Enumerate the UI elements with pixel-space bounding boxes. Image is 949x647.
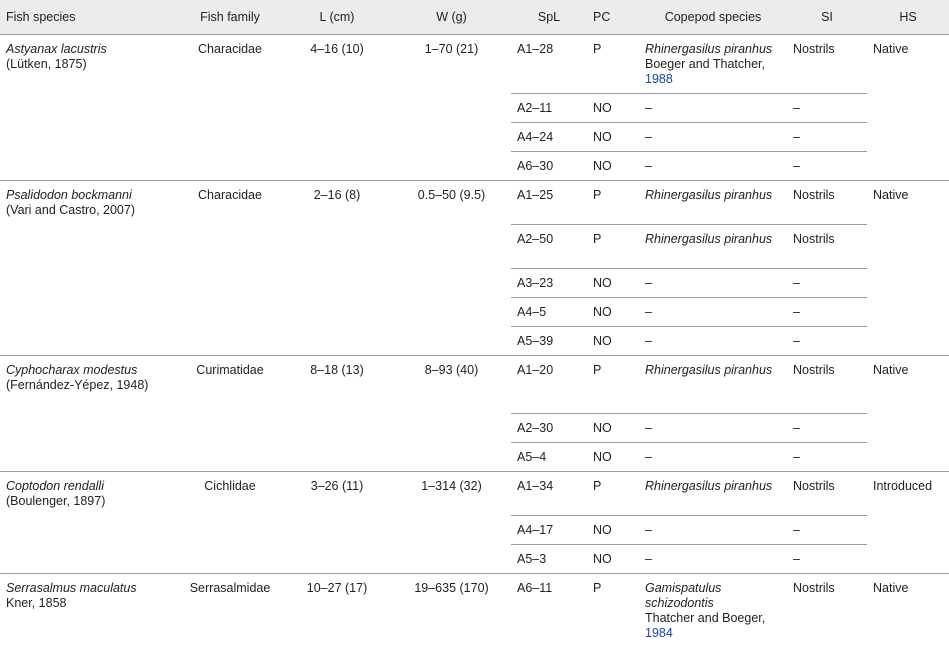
spl-cell: A5–3 (511, 545, 587, 574)
length-cell: 4–16 (10) (282, 35, 392, 181)
spl-cell: A1–28 (511, 35, 587, 94)
weight-cell: 1–314 (32) (392, 472, 511, 574)
spl-cell: A4–5 (511, 298, 587, 327)
fish-species-cell: Coptodon rendalli (Boulenger, 1897) (0, 472, 178, 574)
header-row (0, 0, 949, 35)
pc-cell: P (587, 181, 639, 225)
copepod-cell: – (639, 298, 787, 327)
copepod-cell: Rhinergasilus piranhus (639, 356, 787, 414)
length-cell: 2–16 (8) (282, 181, 392, 356)
copepod-cell: – (639, 94, 787, 123)
spl-cell: A1–34 (511, 472, 587, 516)
header-hs: HS (867, 0, 949, 35)
spl-cell: A4–17 (511, 516, 587, 545)
pc-cell: NO (587, 545, 639, 574)
table-row (0, 356, 949, 414)
pc-cell: P (587, 225, 639, 269)
pc-cell: P (587, 356, 639, 414)
pc-cell: NO (587, 443, 639, 472)
length-cell: 3–26 (11) (282, 472, 392, 574)
si-cell: – (787, 327, 867, 356)
spl-cell: A2–11 (511, 94, 587, 123)
pc-cell: P (587, 574, 639, 647)
spl-cell: A5–39 (511, 327, 587, 356)
si-cell: – (787, 443, 867, 472)
copepod-cell: – (639, 269, 787, 298)
header-spl: SpL (511, 0, 587, 35)
spl-cell: A6–11 (511, 574, 587, 647)
si-cell: Nostrils (787, 35, 867, 94)
fish-family-cell: Serrasalmidae (178, 574, 282, 647)
si-cell: – (787, 298, 867, 327)
hs-cell: Native (867, 35, 949, 181)
si-cell: – (787, 516, 867, 545)
spl-cell: A4–24 (511, 123, 587, 152)
fish-family-cell: Characidae (178, 181, 282, 356)
fish-species-cell: Astyanax lacustris (Lütken, 1875) (0, 35, 178, 181)
copepod-cell: – (639, 516, 787, 545)
spl-cell: A1–20 (511, 356, 587, 414)
fish-family-cell: Cichlidae (178, 472, 282, 574)
copepod-cell: Rhinergasilus piranhus (639, 472, 787, 516)
spl-cell: A1–25 (511, 181, 587, 225)
header-fish-species: Fish species (0, 0, 178, 35)
copepod-cell: – (639, 123, 787, 152)
pc-cell: NO (587, 94, 639, 123)
copepod-cell: – (639, 443, 787, 472)
copepod-cell: – (639, 327, 787, 356)
copepod-cell: Rhinergasilus piranhus (639, 181, 787, 225)
table-row (0, 35, 949, 94)
copepod-cell: Rhinergasilus piranhus Boeger and Thatcher, 1988 (639, 35, 787, 94)
si-cell: Nostrils (787, 181, 867, 225)
si-cell: Nostrils (787, 574, 867, 647)
copepod-cell: – (639, 152, 787, 181)
hs-cell: Native (867, 356, 949, 472)
header-si: SI (787, 0, 867, 35)
si-cell: – (787, 414, 867, 443)
pc-cell: NO (587, 327, 639, 356)
si-cell: – (787, 545, 867, 574)
header-pc: PC (587, 0, 639, 35)
table-row (0, 181, 949, 225)
table-row (0, 574, 949, 647)
pc-cell: NO (587, 298, 639, 327)
pc-cell: NO (587, 269, 639, 298)
spl-cell: A3–23 (511, 269, 587, 298)
hs-cell: Native (867, 181, 949, 356)
spl-cell: A5–4 (511, 443, 587, 472)
si-cell: Nostrils (787, 356, 867, 414)
hs-cell: Native (867, 574, 949, 647)
si-cell: – (787, 123, 867, 152)
copepod-cell: – (639, 545, 787, 574)
pc-cell: NO (587, 516, 639, 545)
spl-cell: A6–30 (511, 152, 587, 181)
weight-cell: 19–635 (170) (392, 574, 511, 647)
weight-cell: 1–70 (21) (392, 35, 511, 181)
header-fish-family: Fish family (178, 0, 282, 35)
hs-cell: Introduced (867, 472, 949, 574)
spl-cell: A2–30 (511, 414, 587, 443)
length-cell: 8–18 (13) (282, 356, 392, 472)
table-row (0, 472, 949, 516)
length-cell: 10–27 (17) (282, 574, 392, 647)
pc-cell: NO (587, 123, 639, 152)
pc-cell: NO (587, 414, 639, 443)
si-cell: – (787, 269, 867, 298)
weight-cell: 0.5–50 (9.5) (392, 181, 511, 356)
reference-link[interactable]: 1988 (645, 72, 673, 86)
fish-species-cell: Serrasalmus maculatus Kner, 1858 (0, 574, 178, 647)
fish-family-cell: Characidae (178, 35, 282, 181)
weight-cell: 8–93 (40) (392, 356, 511, 472)
header-length: L (cm) (282, 0, 392, 35)
fish-species-cell: Cyphocharax modestus (Fernández-Yépez, 1948) (0, 356, 178, 472)
si-cell: – (787, 94, 867, 123)
si-cell: – (787, 152, 867, 181)
si-cell: Nostrils (787, 225, 867, 269)
copepod-cell: Gamispatulus schizodontis Thatcher and Boeger, 1984 (639, 574, 787, 647)
fish-species-cell: Psalidodon bockmanni (Vari and Castro, 2007) (0, 181, 178, 356)
pc-cell: P (587, 35, 639, 94)
copepod-cell: Rhinergasilus piranhus (639, 225, 787, 269)
reference-link[interactable]: 1984 (645, 626, 673, 640)
si-cell: Nostrils (787, 472, 867, 516)
pc-cell: NO (587, 152, 639, 181)
header-weight: W (g) (392, 0, 511, 35)
copepod-cell: – (639, 414, 787, 443)
fish-family-cell: Curimatidae (178, 356, 282, 472)
spl-cell: A2–50 (511, 225, 587, 269)
header-copepod-species: Copepod species (639, 0, 787, 35)
pc-cell: P (587, 472, 639, 516)
